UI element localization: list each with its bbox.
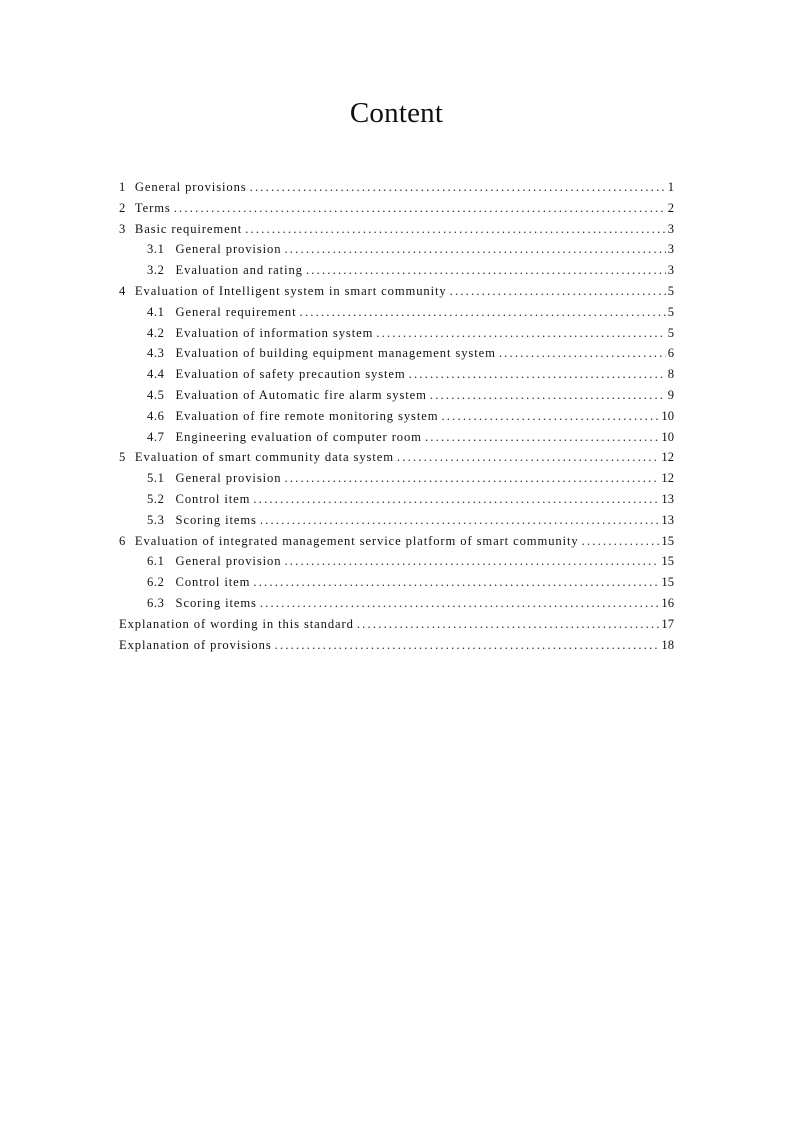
toc-entry-number: 6: [119, 533, 126, 548]
toc-entry-page: 9: [667, 387, 674, 402]
toc-subentry[interactable]: [119, 575, 674, 596]
toc-entry-label: Evaluation of building equipment management system: [175, 346, 496, 361]
toc-entry-page: 5: [667, 325, 674, 340]
toc-entry-number: 4.4: [147, 367, 165, 382]
toc-entry-label: Scoring items: [175, 595, 257, 610]
table-of-contents: [119, 180, 674, 658]
toc-dot-leader: [250, 180, 666, 195]
toc-dot-leader: [174, 201, 666, 216]
toc-entry[interactable]: [119, 180, 674, 201]
toc-entry-page: 8: [667, 367, 674, 382]
toc-entry-label: General provisions: [134, 180, 247, 194]
toc-entry-number: 4.6: [147, 408, 165, 423]
toc-subentry[interactable]: [119, 305, 674, 326]
toc-entry-number: 4.1: [147, 304, 165, 319]
toc-subentry[interactable]: [119, 346, 674, 367]
toc-entry-number: 5.3: [147, 512, 165, 527]
toc-entry-number: 6.2: [147, 575, 165, 590]
toc-entry-page: 10: [661, 429, 674, 444]
toc-dot-leader: [284, 471, 659, 486]
toc-entry-label: Scoring items: [175, 512, 257, 527]
toc-entry-number: 4: [119, 283, 126, 298]
toc-entry-number: 4.2: [147, 325, 165, 340]
toc-entry-page: 5: [667, 283, 674, 298]
toc-entry[interactable]: [119, 201, 674, 222]
toc-entry-page: 16: [661, 595, 674, 610]
toc-entry-page: 15: [661, 554, 674, 569]
toc-subentry[interactable]: [119, 471, 674, 492]
toc-dot-leader: [357, 617, 660, 632]
toc-entry-number: 6.1: [147, 554, 165, 569]
toc-entry-label: General provision: [175, 242, 282, 257]
toc-entry-number: 6.3: [147, 595, 165, 610]
toc-subentry[interactable]: [119, 409, 674, 430]
toc-dot-leader: [300, 305, 666, 320]
toc-entry-label: Control item: [175, 491, 251, 506]
toc-entry-page: 3: [667, 263, 674, 278]
toc-entry-page: 2: [667, 200, 674, 215]
toc-subentry[interactable]: [119, 492, 674, 513]
toc-entry-label: Evaluation of safety precaution system: [175, 367, 406, 382]
toc-dot-leader: [441, 409, 659, 424]
toc-subentry[interactable]: [119, 263, 674, 284]
toc-entry-page: 15: [661, 533, 674, 548]
toc-dot-leader: [409, 367, 666, 382]
toc-entry-label: General provision: [175, 471, 282, 486]
toc-entry-label: Evaluation of Intelligent system in smart community: [134, 283, 447, 298]
toc-subentry[interactable]: [119, 242, 674, 263]
toc-subentry[interactable]: [119, 367, 674, 388]
toc-entry-number: 3: [119, 221, 126, 236]
toc-entry-label: General requirement: [175, 304, 297, 319]
toc-entry-page: 5: [667, 304, 674, 319]
toc-entry[interactable]: [119, 450, 674, 471]
toc-dot-leader: [275, 638, 660, 653]
toc-entry-label: General provision: [175, 554, 282, 569]
toc-dot-leader: [430, 388, 666, 403]
toc-entry-label: Evaluation of integrated management service platform of smart community: [134, 533, 579, 548]
toc-entry-label: Explanation of provisions: [119, 637, 272, 652]
toc-entry-page: 12: [661, 450, 674, 465]
toc-dot-leader: [425, 430, 660, 445]
toc-entry-number: 5.1: [147, 471, 165, 486]
toc-entry-page: 10: [661, 408, 674, 423]
toc-entry-label: Engineering evaluation of computer room: [175, 429, 422, 444]
toc-dot-leader: [245, 222, 666, 237]
toc-dot-leader: [450, 284, 666, 299]
toc-entry-page: 12: [661, 471, 674, 486]
toc-entry-number: 4.7: [147, 429, 165, 444]
toc-entry[interactable]: [119, 617, 674, 638]
toc-entry[interactable]: [119, 284, 674, 305]
toc-entry-number: 5.2: [147, 491, 165, 506]
toc-entry-number: 5: [119, 450, 126, 465]
toc-entry[interactable]: [119, 222, 674, 243]
toc-entry-page: 13: [661, 512, 674, 527]
toc-subentry[interactable]: [119, 513, 674, 534]
toc-entry-label: Evaluation of information system: [175, 325, 374, 340]
toc-dot-leader: [260, 513, 660, 528]
toc-dot-leader: [397, 450, 660, 465]
toc-entry-number: 2: [119, 200, 126, 215]
toc-entry-label: Explanation of wording in this standard: [119, 616, 354, 631]
toc-subentry[interactable]: [119, 430, 674, 451]
toc-entry-page: 3: [667, 221, 674, 236]
toc-subentry[interactable]: [119, 326, 674, 347]
toc-entry-label: Evaluation of fire remote monitoring system: [175, 408, 439, 423]
toc-entry[interactable]: [119, 638, 674, 659]
toc-entry-label: Evaluation of smart community data system: [134, 450, 394, 465]
toc-entry-number: 3.1: [147, 242, 165, 257]
toc-dot-leader: [253, 492, 659, 507]
toc-entry-number: 4.5: [147, 387, 165, 402]
toc-subentry[interactable]: [119, 554, 674, 575]
toc-dot-leader: [582, 534, 660, 549]
toc-entry-label: Basic requirement: [134, 221, 243, 236]
toc-dot-leader: [284, 242, 665, 257]
toc-entry-page: 6: [667, 346, 674, 361]
toc-entry-page: 15: [661, 575, 674, 590]
toc-dot-leader: [376, 326, 665, 341]
toc-subentry[interactable]: [119, 388, 674, 409]
toc-dot-leader: [499, 346, 666, 361]
toc-entry-page: 18: [661, 637, 674, 652]
toc-entry-number: 4.3: [147, 346, 165, 361]
toc-subentry[interactable]: [119, 596, 674, 617]
toc-entry-label: Evaluation and rating: [175, 263, 303, 278]
toc-dot-leader: [260, 596, 660, 611]
toc-dot-leader: [253, 575, 659, 590]
toc-entry-page: 17: [661, 616, 674, 631]
toc-entry-page: 1: [667, 180, 674, 194]
toc-entry[interactable]: [119, 534, 674, 555]
toc-entry-page: 13: [661, 491, 674, 506]
toc-dot-leader: [306, 263, 666, 278]
toc-entry-number: 1: [119, 180, 126, 194]
toc-entry-page: 3: [667, 242, 674, 257]
toc-entry-label: Control item: [175, 575, 251, 590]
page-title: Content: [349, 97, 444, 129]
toc-entry-label: Terms: [134, 200, 171, 215]
toc-dot-leader: [284, 554, 659, 569]
toc-entry-number: 3.2: [147, 263, 165, 278]
toc-entry-label: Evaluation of Automatic fire alarm system: [175, 387, 427, 402]
